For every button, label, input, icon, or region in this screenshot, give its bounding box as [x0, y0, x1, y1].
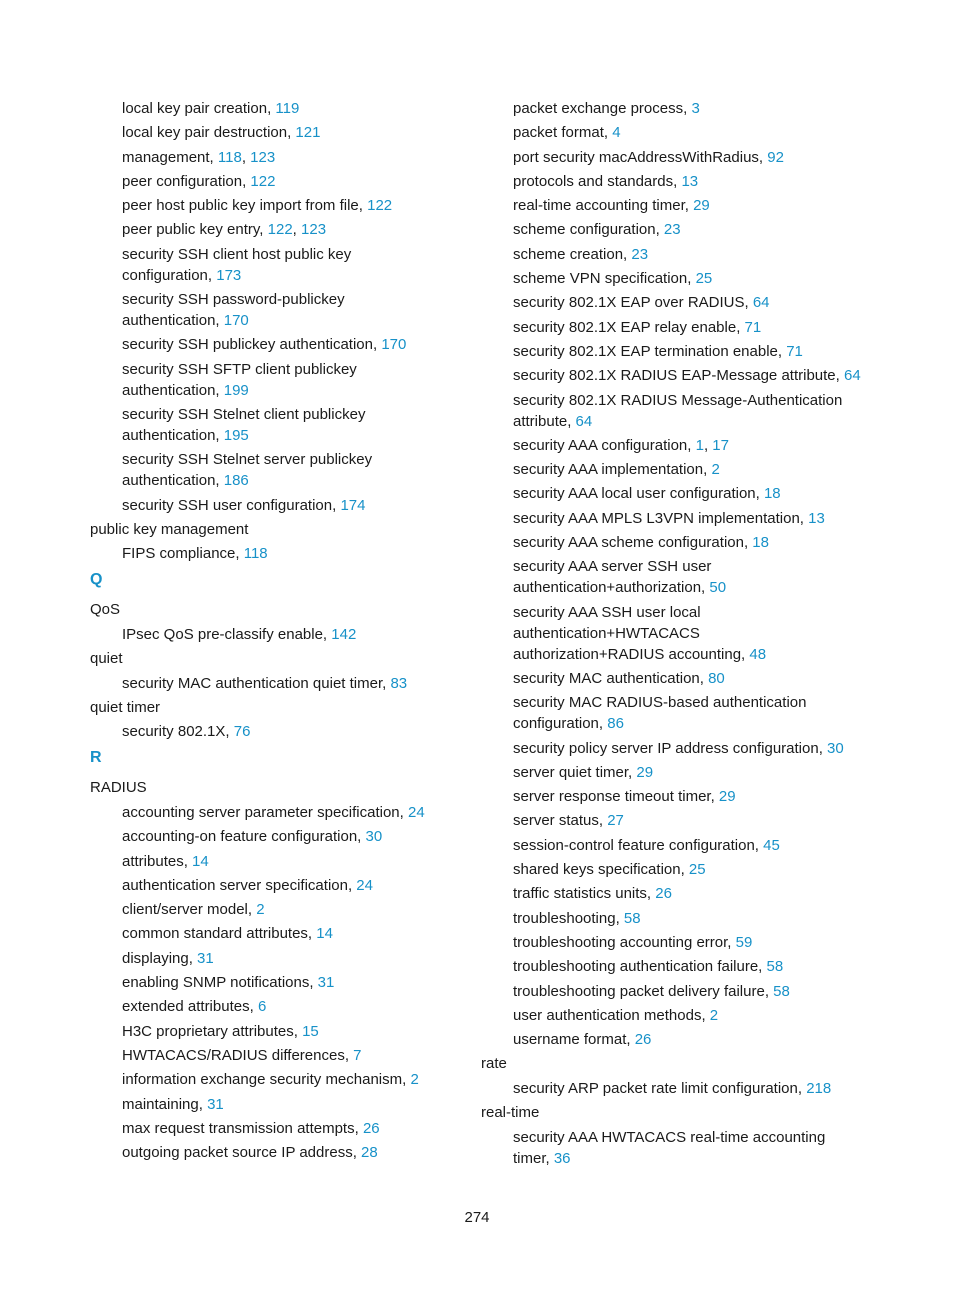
- page-link[interactable]: 174: [340, 496, 366, 514]
- index-heading: [481, 1102, 881, 1123]
- index-entry-text: security 802.1X,: [122, 723, 234, 741]
- index-entry: [90, 1045, 450, 1066]
- index-entry-text: common standard attributes,: [122, 925, 317, 943]
- index-entry: [481, 341, 881, 362]
- index-heading: [90, 519, 450, 540]
- index-entry-text: security 802.1X EAP termination enable,: [513, 342, 787, 360]
- page-link[interactable]: 25: [695, 270, 713, 288]
- index-entry-text: enabling SNMP notifications,: [122, 974, 318, 992]
- page-link[interactable]: 119: [275, 100, 300, 117]
- page-number: 274: [464, 1209, 490, 1226]
- page-link[interactable]: 118: [243, 545, 268, 563]
- page-link[interactable]: 25: [688, 861, 706, 879]
- index-entry-text: server quiet timer,: [513, 763, 637, 781]
- index-entry-text: rate: [481, 1055, 507, 1073]
- index-entry: [481, 244, 881, 265]
- page-link[interactable]: 142: [331, 625, 357, 643]
- index-entry-text: information exchange security mechanism,: [122, 1071, 411, 1089]
- index-entry-text: security AAA HWTACACS real-time accounting: [513, 1128, 826, 1146]
- index-entry-text: user authentication methods,: [513, 1006, 710, 1024]
- index-entry-text: troubleshooting,: [513, 909, 624, 927]
- index-entry-text: quiet timer: [90, 698, 161, 716]
- index-entry-text: security AAA local user configuration,: [513, 485, 764, 503]
- index-entry-text: configuration,: [513, 715, 608, 733]
- index-entry: [481, 762, 881, 783]
- index-column-left: [90, 98, 450, 1166]
- index-entry: [481, 171, 881, 192]
- index-entry-text: authentication,: [122, 312, 224, 330]
- index-entry: [481, 956, 881, 977]
- index-entry-text: session-control feature configuration,: [513, 836, 764, 854]
- index-entry: [481, 532, 881, 553]
- index-entry-text: packet exchange process,: [513, 100, 692, 117]
- index-entry-text: real-time: [481, 1104, 540, 1122]
- index-entry: [481, 883, 881, 904]
- page-link[interactable]: 48: [749, 645, 767, 663]
- index-entry: [90, 826, 450, 847]
- index-entry: [481, 1078, 881, 1099]
- index-entry: [481, 1127, 881, 1169]
- index-entry: [481, 786, 881, 807]
- index-entry: [90, 289, 450, 331]
- index-entry: [481, 508, 881, 529]
- index-entry-text: HWTACACS/RADIUS differences,: [122, 1046, 354, 1064]
- index-entry-text: peer host public key import from file,: [122, 197, 368, 215]
- index-entry: [90, 948, 450, 969]
- index-entry-text: security AAA configuration,: [513, 436, 696, 454]
- index-entry: [481, 147, 881, 168]
- page-link[interactable]: 1: [695, 436, 704, 454]
- page-link[interactable]: 26: [634, 1031, 652, 1049]
- index-entry: [481, 692, 881, 734]
- index-entry: [481, 483, 881, 504]
- index-entry: [90, 334, 450, 355]
- index-entry: [90, 899, 450, 920]
- index-entry-text: QoS: [90, 601, 121, 619]
- index-entry-text: security AAA MPLS L3VPN implementation,: [513, 509, 809, 527]
- index-section-letter: R: [90, 749, 102, 767]
- page-link[interactable]: 76: [233, 723, 251, 741]
- index-entry-text: max request transmission attempts,: [122, 1119, 363, 1137]
- index-entry: [481, 390, 881, 432]
- page-link[interactable]: 2: [711, 461, 720, 479]
- index-entry-text: security SSH publickey authentication,: [122, 336, 382, 354]
- page-link[interactable]: 17: [712, 436, 729, 454]
- index-entry: [481, 195, 881, 216]
- index-entry: [481, 835, 881, 856]
- index-entry-text: client/server model,: [122, 901, 257, 919]
- index-entry-text: packet format,: [513, 124, 613, 142]
- index-entry: [90, 543, 450, 564]
- page-link[interactable]: 2: [410, 1071, 419, 1089]
- page-link[interactable]: 173: [216, 266, 242, 284]
- index-entry: [481, 98, 881, 119]
- index-entry-text: security SSH SFTP client publickey: [122, 360, 357, 378]
- index-entry: [90, 244, 450, 286]
- page-link[interactable]: 186: [223, 472, 249, 490]
- index-entry-text: IPsec QoS pre-classify enable,: [122, 625, 332, 643]
- index-entry: [90, 122, 450, 143]
- page-link[interactable]: 29: [636, 763, 654, 781]
- index-entry: [90, 1142, 450, 1163]
- index-entry-text: server response timeout timer,: [513, 788, 719, 806]
- page-link[interactable]: 15: [302, 1022, 319, 1040]
- index-entry-text: authorization+RADIUS accounting,: [513, 645, 750, 663]
- page-link[interactable]: 58: [623, 909, 641, 927]
- index-entry-text: security 802.1X EAP relay enable,: [513, 318, 745, 336]
- index-entry-text: scheme configuration,: [513, 221, 664, 239]
- page-link[interactable]: 123: [301, 221, 327, 239]
- index-entry: [90, 996, 450, 1017]
- page-link[interactable]: 64: [843, 367, 861, 385]
- index-heading: [90, 697, 450, 718]
- index-entry: [481, 292, 881, 313]
- index-entry: [90, 851, 450, 872]
- index-entry: [90, 624, 450, 645]
- index-entry-text: security 802.1X RADIUS EAP-Message attribute,: [513, 367, 844, 385]
- page-link[interactable]: 170: [381, 336, 407, 354]
- index-entry-text: security AAA scheme configuration,: [513, 534, 753, 552]
- page-link[interactable]: 24: [356, 876, 373, 894]
- page-link[interactable]: 2: [256, 901, 265, 919]
- page-link[interactable]: 58: [766, 958, 784, 976]
- index-entry-text: authentication,: [122, 381, 224, 399]
- index-entry-text: security MAC RADIUS-based authentication: [513, 694, 807, 712]
- page-link[interactable]: 13: [808, 509, 825, 527]
- page-link[interactable]: 71: [786, 342, 803, 360]
- page-link[interactable]: 31: [317, 974, 335, 992]
- index-entry-text: security SSH password-publickey: [122, 291, 345, 309]
- index-entry-text: peer configuration,: [122, 172, 251, 190]
- index-entry: [481, 317, 881, 338]
- index-entry-text: peer public key entry,: [122, 221, 268, 239]
- index-entry-text: extended attributes,: [122, 998, 258, 1016]
- index-entry-text: authentication,: [122, 472, 224, 490]
- index-entry-text: scheme creation,: [513, 245, 632, 263]
- page-link[interactable]: 29: [718, 788, 736, 806]
- page-link[interactable]: 4: [612, 124, 621, 142]
- index-entry: [481, 1005, 881, 1026]
- index-entry: [481, 219, 881, 240]
- page-link[interactable]: 14: [192, 852, 209, 870]
- page-link[interactable]: 18: [763, 485, 781, 503]
- page-link[interactable]: 2: [709, 1006, 719, 1024]
- index-entry-text: security ARP packet rate limit configuration,: [513, 1079, 807, 1097]
- page-link[interactable]: 122: [250, 172, 276, 190]
- index-entry: [90, 171, 450, 192]
- index-entry: [481, 556, 881, 598]
- index-entry: peer public key entry, 122, 123: [122, 221, 327, 239]
- index-entry: [90, 1118, 450, 1139]
- page-link[interactable]: 121: [295, 124, 321, 142]
- page-link[interactable]: 23: [631, 245, 649, 263]
- index-entry: [90, 495, 450, 516]
- index-entry: [90, 404, 450, 446]
- page-link[interactable]: 31: [207, 1095, 224, 1113]
- page-link[interactable]: 24: [407, 803, 425, 821]
- page-link[interactable]: 14: [316, 925, 333, 943]
- page-link[interactable]: 170: [223, 312, 249, 330]
- index-entry: [481, 459, 881, 480]
- page-link[interactable]: 18: [752, 534, 769, 552]
- index-entry: [90, 875, 450, 896]
- index-entry-text: accounting-on feature configuration,: [122, 828, 366, 846]
- index-entry: [481, 1029, 881, 1050]
- page-link[interactable]: 92: [767, 148, 784, 166]
- page-link[interactable]: 45: [763, 836, 780, 854]
- page-link[interactable]: 13: [681, 172, 699, 190]
- index-entry-text: real-time accounting timer,: [513, 197, 694, 215]
- index-entry-text: shared keys specification,: [513, 861, 689, 879]
- index-entry: [90, 1021, 450, 1042]
- page-link[interactable]: 27: [607, 812, 624, 830]
- index-entry-text: security SSH client host public key: [122, 245, 352, 263]
- page-link[interactable]: 36: [553, 1149, 571, 1167]
- index-entry: [481, 122, 881, 143]
- index-entry-text: troubleshooting packet delivery failure,: [513, 982, 774, 1000]
- index-entry-text: FIPS compliance,: [122, 545, 244, 563]
- index-entry-text: security AAA implementation,: [513, 461, 712, 479]
- page-link[interactable]: 71: [744, 318, 762, 336]
- page-link[interactable]: 31: [197, 949, 214, 967]
- page-link[interactable]: 118: [217, 148, 242, 166]
- index-entry-text: security SSH Stelnet server publickey: [122, 451, 373, 469]
- index-entry: [481, 908, 881, 929]
- page-link[interactable]: 26: [655, 885, 672, 903]
- index-entry: [90, 972, 450, 993]
- index-entry-text: outgoing packet source IP address,: [122, 1144, 362, 1162]
- index-entry-text: authentication,: [122, 426, 224, 444]
- index-entry-text: protocols and standards,: [513, 172, 682, 190]
- index-entry: [90, 98, 450, 119]
- index-entry-text: scheme VPN specification,: [513, 270, 696, 288]
- page-link[interactable]: 28: [361, 1144, 378, 1162]
- index-entry-text: traffic statistics units,: [513, 885, 656, 903]
- page-link[interactable]: 6: [257, 998, 267, 1016]
- index-entry-text: security MAC authentication quiet timer,: [122, 674, 391, 692]
- index-entry-text: security policy server IP address configuration,: [513, 739, 828, 757]
- page-link[interactable]: 64: [752, 294, 770, 312]
- index-entry-text: timer,: [513, 1149, 554, 1167]
- index-entry-text: troubleshooting authentication failure,: [513, 958, 767, 976]
- index-entry-text: security SSH user configuration,: [122, 496, 341, 514]
- page-link[interactable]: 83: [390, 674, 408, 692]
- page-link[interactable]: 64: [575, 412, 593, 430]
- index-heading: [90, 599, 450, 620]
- index-entry-text: authentication+HWTACACS: [513, 624, 700, 642]
- index-entry-text: public key management: [90, 520, 249, 538]
- index-entry-text: configuration,: [122, 266, 217, 284]
- index-entry-text: security 802.1X EAP over RADIUS,: [513, 294, 753, 312]
- index-entry-text: RADIUS: [90, 779, 147, 797]
- index-heading: [481, 1053, 881, 1074]
- index-entry: [90, 359, 450, 401]
- index-entry: [90, 195, 450, 216]
- index-entry-text: server status,: [513, 812, 608, 830]
- index-entry: [90, 449, 450, 491]
- page-link[interactable]: 195: [223, 426, 249, 444]
- index-entry: [481, 859, 881, 880]
- page-link[interactable]: 199: [223, 381, 249, 399]
- index-entry-text: username format,: [513, 1031, 635, 1049]
- page-link[interactable]: 23: [663, 221, 681, 239]
- index-entry-text: port security macAddressWithRadius,: [513, 148, 768, 166]
- index-entry: [481, 981, 881, 1002]
- index-entry: security AAA configuration, 1, 17: [513, 436, 729, 454]
- index-entry-text: security MAC authentication,: [513, 669, 709, 687]
- page-link[interactable]: 30: [365, 828, 383, 846]
- page-link[interactable]: 29: [693, 197, 710, 215]
- index-entry: [481, 268, 881, 289]
- index-entry: [481, 810, 881, 831]
- index-entry: [481, 932, 881, 953]
- page-link[interactable]: 30: [827, 739, 844, 757]
- index-entry: [481, 668, 881, 689]
- index-entry-text: H3C proprietary attributes,: [122, 1022, 303, 1040]
- index-entry: [90, 1069, 450, 1090]
- page-link[interactable]: 122: [367, 197, 393, 215]
- index-entry: [481, 365, 881, 386]
- index-entry: [90, 673, 450, 694]
- page-link[interactable]: 80: [708, 669, 725, 687]
- page-link[interactable]: 86: [607, 715, 624, 733]
- index-entry-text: security 802.1X RADIUS Message-Authentication: [513, 391, 843, 409]
- index-entry-text: security AAA server SSH user: [513, 558, 712, 576]
- index-entry-text: accounting server parameter specification,: [122, 803, 408, 821]
- index-entry: management, 118, 123: [122, 148, 276, 166]
- index-entry-text: quiet: [90, 650, 123, 668]
- index-heading: [90, 777, 450, 798]
- index-entry-text: authentication server specification,: [122, 876, 357, 894]
- index-entry: [90, 1094, 450, 1115]
- page-link[interactable]: 123: [250, 148, 276, 166]
- index-heading: [90, 648, 450, 669]
- page-link[interactable]: 59: [735, 933, 753, 951]
- page-link[interactable]: 218: [806, 1079, 832, 1097]
- page-link[interactable]: 26: [362, 1119, 380, 1137]
- index-entry-text: local key pair destruction,: [122, 124, 296, 142]
- page-link[interactable]: 122: [267, 221, 293, 239]
- page-link[interactable]: 58: [773, 982, 790, 1000]
- page-link[interactable]: 7: [353, 1046, 362, 1064]
- index-entry-text: troubleshooting accounting error,: [513, 933, 736, 951]
- index-section-letter: Q: [90, 571, 103, 589]
- index-entry-text: local key pair creation,: [122, 100, 276, 117]
- index-entry: [90, 802, 450, 823]
- index-entry-text: security SSH Stelnet client publickey: [122, 405, 366, 423]
- index-entry: [481, 602, 881, 665]
- index-entry-text: attributes,: [122, 852, 193, 870]
- index-entry: [90, 923, 450, 944]
- index-entry-text: displaying,: [122, 949, 198, 967]
- page-link[interactable]: 3: [691, 100, 700, 117]
- index-entry: [90, 721, 450, 742]
- index-entry: [481, 738, 881, 759]
- index-entry-text: security AAA SSH user local: [513, 603, 701, 621]
- index-entry-text: management,: [122, 148, 218, 166]
- index-entry-text: maintaining,: [122, 1095, 208, 1113]
- page-link[interactable]: 50: [709, 579, 727, 597]
- index-entry-text: authentication+authorization,: [513, 579, 710, 597]
- index-column-right: [481, 98, 881, 1172]
- index-entry-text: attribute,: [513, 412, 576, 430]
